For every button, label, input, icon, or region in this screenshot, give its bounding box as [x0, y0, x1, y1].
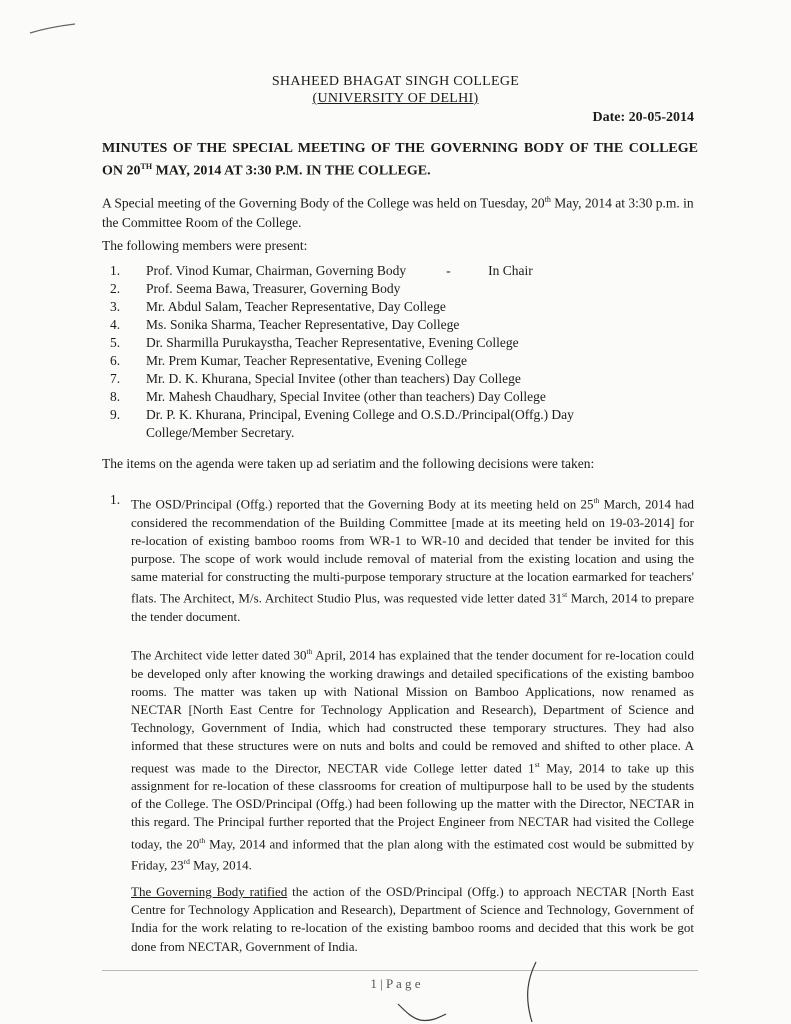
- member-name: Prof. Vinod Kumar, Chairman, Governing Body: [146, 263, 407, 278]
- paragraph-sup: th: [306, 647, 313, 656]
- agenda-item-number: 1.: [110, 492, 121, 507]
- member-name: Mr. Mahesh Chaudhary, Special Invitee (other than teachers) Day College: [146, 389, 546, 404]
- member-number: 7.: [110, 371, 121, 386]
- agenda-paragraph-2: [131, 643, 694, 875]
- page-number: 1 | P a g e: [370, 976, 421, 991]
- member-name: Mr. D. K. Khurana, Special Invitee (other than teachers) Day College: [146, 371, 521, 386]
- member-number: 1.: [110, 263, 121, 278]
- member-item: [102, 316, 662, 334]
- member-name: Ms. Sonika Sharma, Teacher Representative, Day College: [146, 317, 460, 332]
- intro-text-end: May, 2014 at 3:30 p.m. in the Committee Room of the College.: [102, 195, 694, 230]
- member-number: 5.: [110, 335, 121, 350]
- minutes-title: [102, 140, 698, 181]
- title-text: MINUTES OF THE SPECIAL MEETING OF THE GOVERNING BODY OF THE COLLEGE ON 20: [102, 141, 698, 179]
- intro-paragraph: [102, 190, 698, 232]
- document-date: Date: 20-05-2014: [592, 110, 694, 125]
- member-number: 3.: [110, 299, 121, 314]
- paragraph-sup: th: [199, 835, 206, 845]
- title-text-end: MAY, 2014 AT 3:30 P.M. IN THE COLLEGE.: [152, 163, 431, 179]
- agenda-intro: The items on the agenda were taken up ad seriatim and the following decisions were taken:: [102, 456, 595, 471]
- paragraph-text: the action of the OSD/Principal (Offg.) to approach NECTAR [North East Centre for Technology Application and Research), Department of Science and Technology, Government of India for the work relating to re-location of the existing bamboo rooms and decided that this work be got done from NECTAR, Government of India.: [131, 884, 694, 954]
- agenda-paragraph-3: [131, 883, 694, 956]
- member-name: Prof. Seema Bawa, Treasurer, Governing Body: [146, 281, 401, 296]
- member-name: Mr. Prem Kumar, Teacher Representative, Evening College: [146, 353, 468, 368]
- member-name: Dr. Sharmilla Purukaystha, Teacher Representative, Evening College: [146, 335, 519, 350]
- paragraph-sup: rd: [183, 857, 190, 867]
- paragraph-sup: st: [562, 590, 568, 600]
- member-name: Dr. P. K. Khurana, Principal, Evening College and O.S.D./Principal(Offg.) Day College/Member Secretary.: [146, 407, 574, 440]
- paragraph-text: March, 2014 had considered the recommendation of the Building Committee [made at its meeting held on 19-03-2014] for re-location of existing bamboo rooms from WR-1 to WR-10 and decided that tender be invited for this purpose. The scope of work would include removal of material from the existing location and using the same material for constructing the multi-purpose temporary structure at the location earmarked for teachers' flats. The Architect, M/s. Architect Studio Plus, was requested vide letter dated 31: [131, 496, 694, 606]
- university-name: (UNIVERSITY OF DELHI): [312, 91, 479, 106]
- college-name: SHAHEED BHAGAT SINGH COLLEGE: [271, 74, 520, 89]
- member-name: Mr. Abdul Salam, Teacher Representative, Day College: [146, 299, 446, 314]
- intro-text: A Special meeting of the Governing Body of the College was held on Tuesday, 20: [102, 195, 545, 211]
- paragraph-sup: st: [534, 759, 540, 769]
- paragraph-text: The OSD/Principal (Offg.) reported that the Governing Body at its meeting held on 25: [131, 496, 594, 512]
- member-number: 4.: [110, 317, 121, 332]
- paragraph-text: May, 2014 and informed that the plan along with the estimated cost would be submitted by Friday, 23: [131, 836, 695, 873]
- paragraph-sup: th: [593, 496, 600, 505]
- member-number: 9.: [110, 407, 121, 422]
- paragraph-text: The Architect vide letter dated 30: [131, 647, 307, 663]
- member-item: [102, 280, 662, 298]
- paragraph-text: March, 2014 to prepare the tender document.: [131, 590, 695, 624]
- member-item: [102, 406, 662, 442]
- title-sup: TH: [140, 162, 153, 171]
- intro-sup: th: [544, 195, 551, 204]
- member-item: [102, 334, 662, 352]
- members-heading: The following members were present:: [102, 238, 308, 253]
- member-item: [102, 352, 662, 370]
- agenda-paragraph-1: [131, 492, 694, 626]
- member-item: [102, 370, 662, 388]
- member-item: [102, 298, 662, 316]
- paragraph-text: May, 2014 to take up this assignment for re-location of these classrooms for creation of multipurpose hall to be used by the students of the College. The OSD/Principal (Offg.) had been following up the matter with the Director, NECTAR in this regard. The Principal further reported that the Project Engineer from NECTAR had visited the College today, the 20: [131, 759, 694, 852]
- members-list: [102, 262, 662, 442]
- member-dash: -: [446, 263, 451, 278]
- member-item: [102, 262, 662, 280]
- member-number: 8.: [110, 389, 121, 404]
- handwritten-signature: [390, 960, 560, 1024]
- resolution-lead: The Governing Body ratified: [131, 884, 288, 899]
- member-role: In Chair: [488, 263, 533, 278]
- member-number: 6.: [110, 353, 121, 368]
- paragraph-text: April, 2014 has explained that the tender document for re-location could be developed only after knowing the working drawings and detailed specifications of the existing bamboo rooms. The matter was taken up with National Mission on Bamboo Applications, now renamed as NECTAR [North East Centre for Technology Application and Research), Department of Science and Technology, Government of India, which had constructed these temporary structures. They had also informed that these structures were on nuts and bolts and could be removed and shifted to other place. A request was made to the Director, NECTAR vide College letter dated 1: [131, 647, 694, 775]
- member-item: [102, 388, 662, 406]
- pen-stroke-mark: [28, 22, 78, 36]
- member-number: 2.: [110, 281, 121, 296]
- paragraph-text: May, 2014.: [189, 857, 252, 873]
